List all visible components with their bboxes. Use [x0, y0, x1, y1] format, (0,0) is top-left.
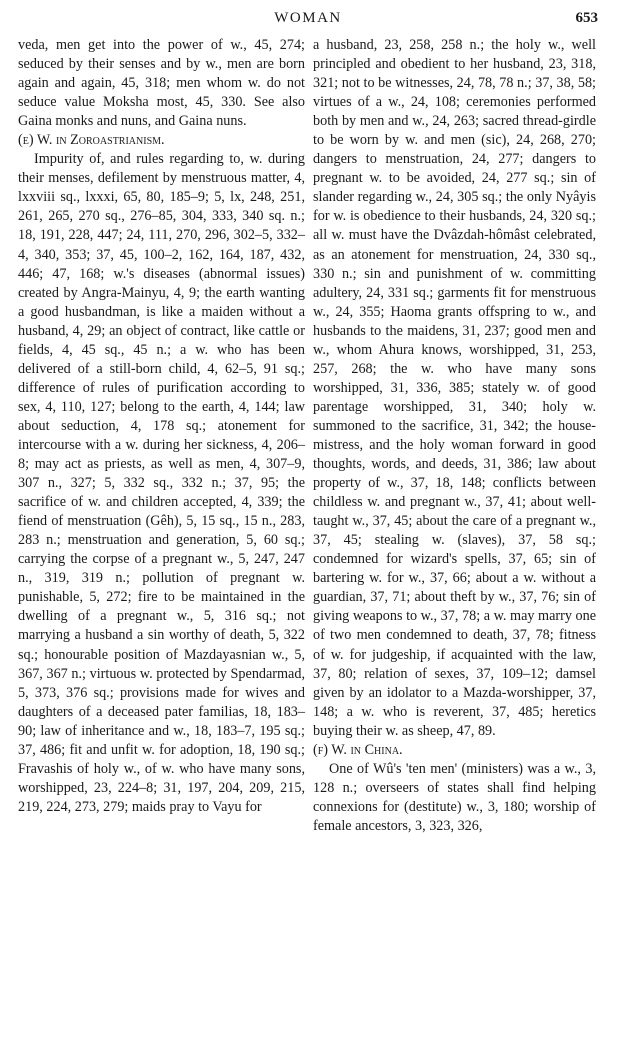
page-number: 653: [575, 10, 598, 26]
index-entry-impurity: Impurity of, and rules regarding to, w. during their menses, defilement by menstruous matter, 4, lxxviii sq., lxxxi, 65, 80, 185–9; 5, lx, 248, 251, 261, 265, 270 sq., 276–85, 304, 333, 340 sq. n.; 18, 191, 228, 447; 24, 111, 270, 296, 302–5, 332–4, 340, 353; 37, 45, 100–2, 162, 164, 187, 432, 446; 47, 168; w.'s diseases (abnormal issues) created by Angra-Mainyu, 4, 9; the earth wanting a good husbandman, is like a maiden without a husband, 4, 29; an object of contract, like cattle or fields, 4, 45 sq., 45 n.; a w. who has been delivered of a still-born child, 4, 62–5, 91 sq.; difference of rules of purification according to sex, 4, 110, 127; belong to the earth, 4, 144; law about seduction, 4, 178 sq.; atonement for intercourse with a w. during her sickness, 4, 206–8; may act as priests, as well as men, 4, 307–9, 307 n., 327; 5, 332 sq., 332 n.; 37, 95; the sacrifice of w. and children accepted, 4, 339; the fiend of menstruation (Gêh), 5, 15 sq., 15 n., 283, 283 n.; menstruation and generation, 5, 60 sq.; carrying the corpse of a pregnant w., 5, 247, 247 n., 319, 319 n.; pollution of pregnant w. punishable, 5, 272; fire to be maintained in the dwelling of a pregnant w., 5, 316 sq.; not marrying a husband a sin worthy of death, 5, 322 sq.; honourable position of Mazdayasnian w., 5, 367, 367 n.; virtuous w. protected by Spendarmad, 5, 373, 376 sq.; provisions made for wives and daughters of a deceased pater familias, 18, 183–90; law of inheritance and w., 18, 183–7, 195 sq.; 37, 486; fit and unfit w. for adoption, 18, 190 sq.; Fravashis of holy w., of w. who have many sons, worshipped, 23, 224–8; 31, 197, 204, 209, 215, 219, 224, 273, 279; maids pray to Vayu for: [18, 151, 305, 815]
index-entry-husband: a husband, 23, 258, 258 n.; the holy w., well principled and obedient to her husband, 23, 318, 321; not to be witnesses, 24, 78, 78 n.; 37, 38, 58; virtues of a w., 24, 108; ceremonies performed both by men and w., 24, 263; sacred thread-girdle to be worn by w. and men (sic), 24, 268, 270; dangers to menstruation, 24, 277; dangers to pregnant w. to be avoided, 24, 277 sq.; sin of slander regarding w., 24, 305 sq.; the only Nyâyis for w. is obedience to their husbands, 24, 320 sq.; all w. must have the Dvâzdah-hômâst celebrated, as an atonement for menstruation, 24, 330 sq., 330 n.; sin and punishment of w. committing adultery, 24, 331 sq.; garments fit for menstruous w., 24, 355; Haoma grants offspring to w., and husbands to the maidens, 31, 237; good men and w., whom Ahura knows, worshipped, 31, 253, 257, 268; the w. who have many sons worshipped, 31, 336, 385; stately w. of good parentage worshipped, 31, 340; holy w. summoned to the sacrifice, 31, 342; the house-mistress, and the holy woman forward in good thoughts, words, and deeds, 31, 386; law about property of w., 37, 18, 148; conflicts between childless w. and pregnant w., 37, 41; about well-taught w., 37, 45; about the care of a pregnant w., 37, 45; stealing w. (slaves), 37, 58 sq.; condemned for wizard's spells, 37, 65; sin of bartering w. for w., 37, 66; about a w. without a guardian, 37, 71; about theft by w., 37, 76; sin of giving weapons to w., 37, 78; a w. may marry one of two men condemned to death, 37, 78; fitness of w. for judgeship, if acquainted with the law, 37, 80; relation of sexes, 37, 109–12; damsel given by an idolator to a Mazda-worshipper, 37, 148; a w. who is reverent, 37, 485; heretics buying their w. as sheep, 47, 89.: [313, 37, 596, 739]
page-header: [18, 8, 598, 30]
right-column: [313, 36, 596, 836]
section-heading-zoroastrianism: (e) W. in Zoroastrianism.: [18, 132, 165, 149]
left-column: [18, 36, 305, 817]
section-heading-china: (f) W. in China.: [313, 741, 403, 758]
index-entry-veda: veda, men get into the power of w., 45, 274; seduced by their senses and by w., men are born again and again, 45, 318; men whom w. do not seduce value Moksha most, 45, 330. See also Gaina monks and nuns, and Gaina nuns.: [18, 37, 305, 130]
index-entry-china: One of Wû's 'ten men' (ministers) was a w., 3, 128 n.; overseers of states shall find helping connexions for (destitute) w., 3, 180; worship of female ancestors, 3, 323, 326,: [313, 760, 596, 834]
running-title: WOMAN: [274, 10, 342, 26]
